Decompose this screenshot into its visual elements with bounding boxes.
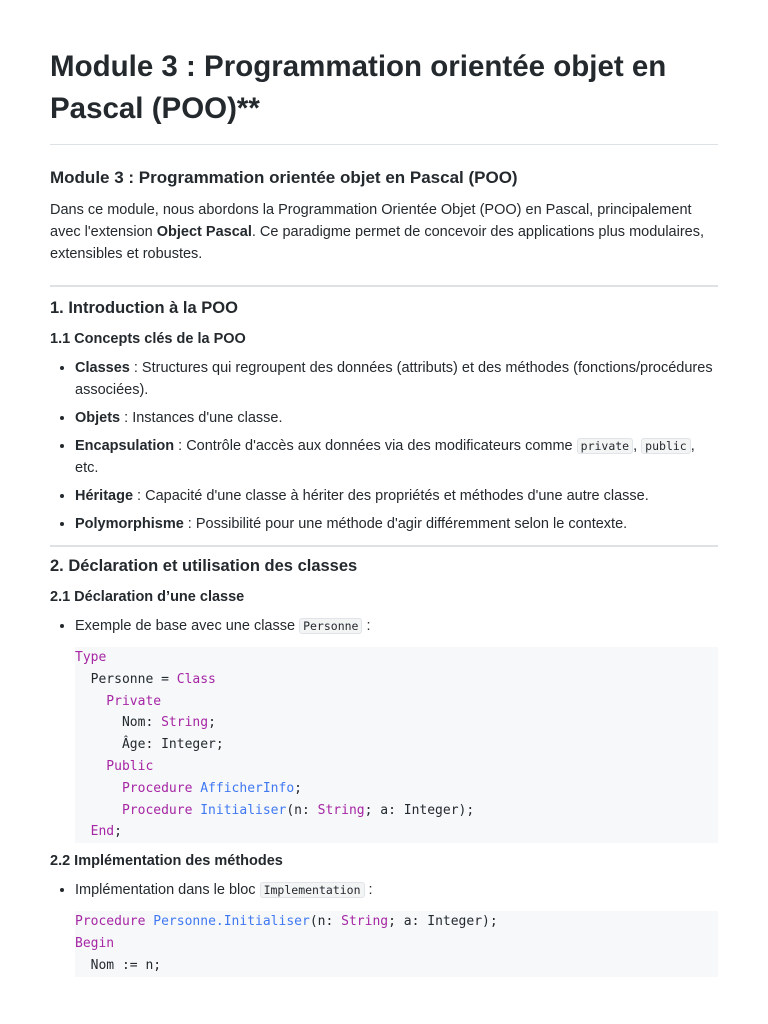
code-block-implementation [75,911,718,976]
list-item-text: : [362,618,371,634]
list-item-text: : Contrôle d'accès aux données via des modificateurs comme [174,438,577,454]
list-item [75,357,718,401]
list-item-term: Objets [75,410,121,426]
code-text: (n: [286,802,318,818]
intro-paragraph [50,199,718,265]
section-2-1-heading: 2.1 Déclaration d’une classe [50,589,245,605]
implementation-list [50,879,718,901]
code-function: Initialiser [200,802,287,818]
list-item [75,879,718,901]
code-keyword: Private [75,693,162,709]
code-keyword: Class [176,671,216,687]
section-2-2-heading: 2.2 Implémentation des méthodes [50,853,283,870]
code-text: Personne = [75,671,177,687]
code-text: ; a: Integer); [364,802,475,818]
list-item-text: , [633,438,642,454]
code-keyword: Public [75,758,154,774]
code-keyword: Procedure [75,802,201,818]
list-item-term: Encapsulation [75,438,175,454]
example-list [50,615,718,637]
code-keyword: End [75,824,115,840]
code-function: AfficherInfo [200,780,295,796]
list-item-text: : Capacité d'une classe à hériter des propriétés et méthodes d'une autre classe. [133,488,649,504]
code-type: String [317,802,365,818]
list-item-text: : Instances d'une classe. [120,410,283,426]
list-item [75,615,718,637]
code-text: ; [294,780,302,796]
code-type: String [161,715,209,731]
list-item-term: Classes [75,360,130,376]
code-keyword: Type [75,650,107,665]
code-keyword: Begin [75,935,115,951]
list-item-term: Héritage [75,488,134,504]
section-2-heading: 2. Déclaration et utilisation des classes [50,557,358,575]
code-text: ; [114,824,122,840]
inline-code: Personne [299,618,362,634]
intro-text: Dans ce module, nous abordons la Programmation Orientée Objet (POO) en Pascal, principalement avec l'extension [50,202,692,240]
list-item-text: , etc. [75,438,695,476]
divider [50,545,718,547]
list-item-text: Exemple de base avec une classe [75,618,300,634]
intro-bold-term: Object Pascal [156,224,252,240]
list-item [75,485,718,507]
code-type: String [341,914,389,930]
section-1-heading: 1. Introduction à la POO [50,299,238,317]
list-item [75,407,718,429]
inline-code: Implementation [260,882,365,898]
list-item-text: : Possibilité pour une méthode d'agir différemment selon le contexte. [183,516,628,532]
code-block-class-declaration [75,647,718,843]
module-subtitle: Module 3 : Programmation orientée objet en Pascal (POO) [50,168,518,187]
code-function: Personne.Initialiser [153,914,310,930]
section-1-1-heading: 1.1 Concepts clés de la POO [50,331,246,347]
code-keyword: Procedure [75,780,201,796]
intro-text-end: . Ce paradigme permet de concevoir des applications plus modulaires, extensibles et robustes. [50,224,705,262]
inline-code: private [577,438,633,454]
code-keyword: Procedure [75,914,154,930]
list-item-term: Polymorphisme [75,516,184,532]
code-text: Nom := n; [75,957,162,973]
code-text: ; [208,715,216,731]
divider [50,285,718,287]
code-text: Âge: Integer; [75,737,224,753]
list-item-text: Implémentation dans le bloc [75,882,260,899]
inline-code: public [641,438,691,454]
code-text: ; a: Integer); [388,914,498,930]
code-text: Nom: [75,715,162,731]
list-item [75,513,718,535]
list-item-text: : [364,882,373,899]
list-item [75,435,718,479]
concepts-list [50,357,718,535]
code-text: (n: [309,914,342,930]
page-title: Module 3 : Programmation orientée objet en Pascal (POO)** [50,46,718,145]
list-item-text: : Structures qui regroupent des données (attributs) et des méthodes (fonctions/procédures associées). [75,360,713,398]
